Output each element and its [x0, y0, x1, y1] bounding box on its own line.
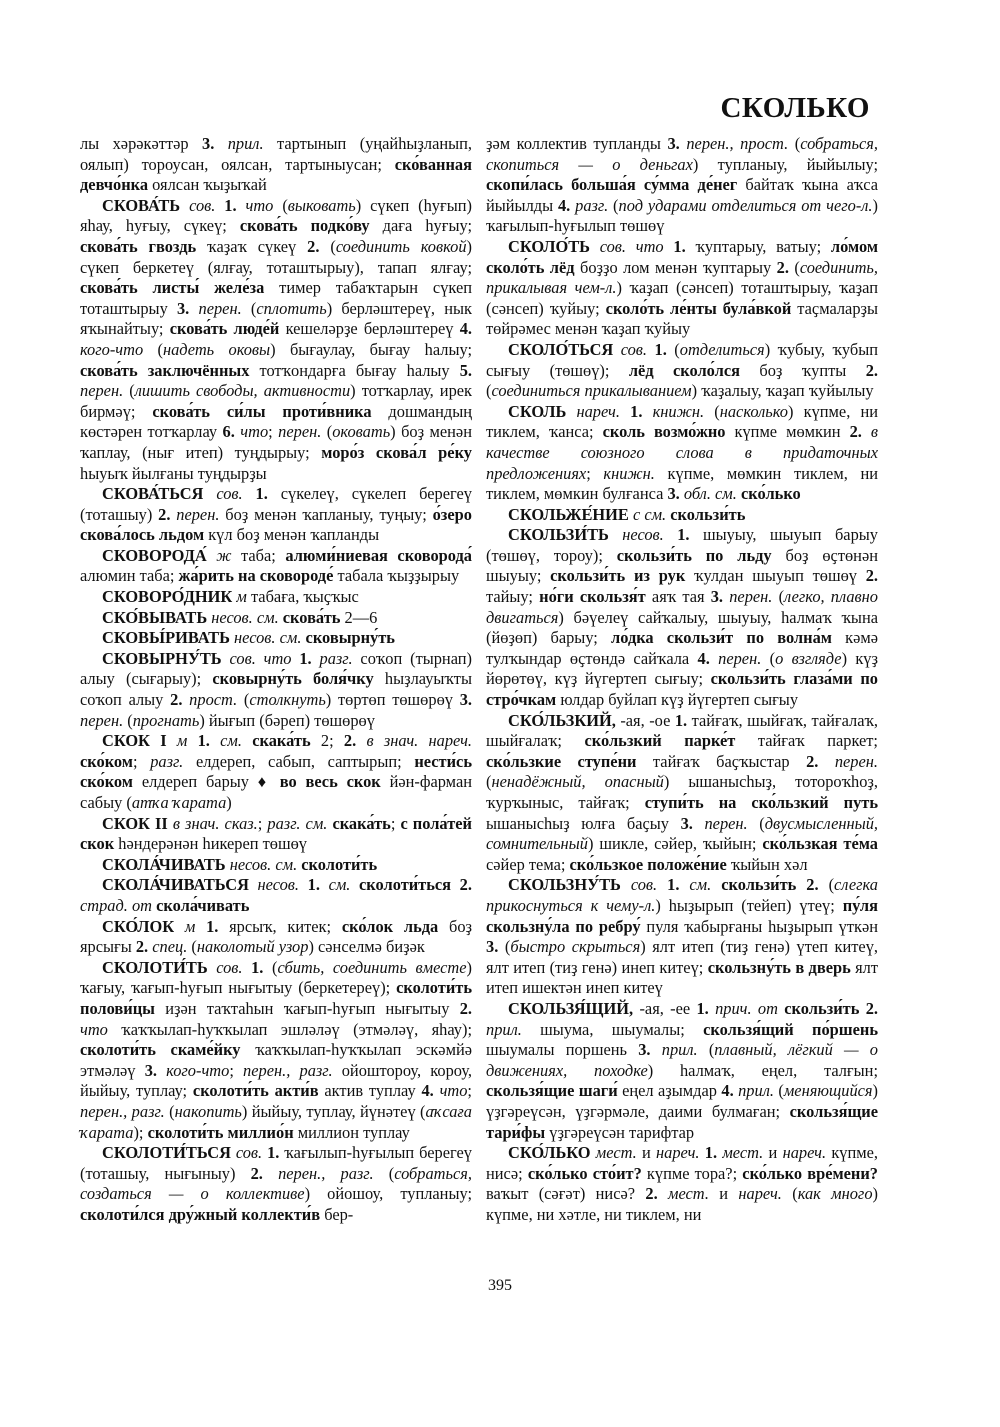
entry-skovyrivat: СКОВЫ́РИВАТЬ несов. см. сковырну́ть — [102, 628, 395, 648]
right-column — [486, 134, 878, 1225]
entry-skolok: СКО́ЛОК м 1. ярсыҡ, китек; ско́лок льда боҙ ярсығы 2. спец. (наколотый узор) сәнселмә биҙәк — [80, 916, 472, 957]
entry-skovyvat: СКО́ВЫВАТЬ несов. см. скова́ть 2—6 — [102, 607, 378, 627]
entry-skolzyashchiy: СКОЛЬЗЯ́ЩИЙ, -ая, -ее 1. прич. от скользи́ть 2. прил. шыума, шыумалы; скользя́щий по́ршень шыумалы поршень 3. прил. (плавный, лёгкий — о движениях, походке) һалмаҡ, еңел, талғын; скользя́щие шаги́ еңел аҙымдар 4. прил. (меняющийся) үҙгәреүсән, үҙгәрмәле, даими булмаған; скользя́щие тари́фы үҙгәреүсән тарифтар — [486, 998, 878, 1142]
entry-skolachivat: СКОЛА́ЧИВАТЬ несов. см. сколоти́ть — [102, 854, 378, 874]
entry-skovorodnik: СКОВОРО́ДНИК м табаға, ҡыҫҡыс — [102, 587, 359, 607]
entry-continuation: ҙәм коллектив тупланды 3. перен., прост. (собраться, скопиться — о деньгах) тупланыу, йыйылыу; скопи́лась больша́я су́мма де́нег байтаҡ ҡына аҡса йыйылды 4. разг. (под ударами отделиться от чего-л.) ҡағылып-һуғылып төшөү — [486, 134, 878, 236]
entry-skovat: СКОВА́ТЬ сов. 1. что (выковать) сүкеп (һуғып) яһау, һуғыу, сүкеү; скова́ть подко́ву даға һуғыу; скова́ть гвоздь ҡаҙаҡ сүкеү 2. (соединить ковкой) сүкеп беркетеү (ялғау, тоташтырыу), тапап ялғау; скова́ть листы́ желе́за тимер табаҡтарын сүкеп тоташтырыу 3. перен. (сплотить) берләштереү, нык яҡынайтыу; скова́ть люде́й кешеләрҙе берләштереү 4. кого-что (надеть оковы) бығаулау, бығау һалыу; скова́ть заключённых тотҡондарға бығау һалыу 5. перен. (лишить свободы, активности) тотҡарлау, ирек бирмәү; скова́ть си́лы проти́вника дошмандың көстәрен тотҡарлау 6. что; перен. (оковать) боҙ менән ҡаплау, (нығ итеп) туңдырыу; моро́з скова́л ре́ку һыуыҡ йылғаны туңдырҙы — [80, 195, 473, 483]
entry-skovatsya: СКОВА́ТЬСЯ сов. 1. сүкелеү, сүкелеп берегеү (тоташыу) 2. перен. боҙ менән ҡапланыу, туңыу; о́зеро скова́лось льдом күл боҙ менән ҡапланды — [80, 484, 472, 545]
page-number: 395 — [488, 1277, 512, 1294]
left-column — [80, 134, 472, 1225]
entry-skolot: СКОЛО́ТЬ сов. что 1. ҡуптарыу, ватыу; ло́мом сколо́ть лёд боҙҙо лом менән ҡуптарыу 2. (соединить, прикалывая чем-л.) ҡаҙап (сәнсеп) тоташтырыу, ҡаҙап (сәнсеп) ҡуйыу; сколо́ть ле́нты була́вкой таҫмаларҙы төйрәмес менән ҡаҙап ҡуйыу — [486, 236, 879, 339]
entry-skolznut: СКОЛЬЗНУ́ТЬ сов. 1. см. скользи́ть 2. (слегка прикоснуться к чему-л.) һыҙырып (тейеп) үтеү; пу́ля скользну́ла по ребру́ пуля ҡабырғаны һыҙырып үткән 3. (быстро скрыться) ялт итеп (тиҙ генә) үтеп китеү, ялт итеп (тиҙ генә) инеп китеү; скользну́ть в дверь ялт итеп ишектән инеп китеү — [486, 875, 879, 998]
entry-skolzkiy: СКО́ЛЬЗКИЙ, -ая, -ое 1. тайғаҡ, шыйғаҡ, тайғалаҡ, шыйғалаҡ; ско́льзкий парке́т тайғаҡ паркет; ско́льзкие ступе́ни тайғаҡ баҫҡыстар 2. перен. (ненадёжный, опасный) ышаныcһыҙ, тотороҡһоҙ, ҡурҡыныс, тайғаҡ; ступи́ть на ско́льзкий путь ышаныcһыҙ юлға баҫыу 3. перен. (двусмысленный, сомнительный) шикле, сәйер, ҡыйын; ско́льзкая те́ма сәйер тема; ско́льзкое положе́ние ҡыйын хәл — [486, 710, 879, 874]
running-head: СКОЛЬКО — [720, 92, 870, 124]
entry-continuation: лы хәрәкәттәр 3. прил. тартынып (уңайһыҙланып, оялып) тороусан, оялсан, тартыныусан; ско́ванная девчо́нка оялсан ҡыҙыҡай — [80, 134, 472, 195]
entry-skovoroda: СКОВОРОДА́ ж таба; алюми́ниевая сковорода́ алюмин таба; жа́рить на сковороде́ табала ҡыҙҙырыу — [80, 545, 472, 586]
entry-skolachivatsya: СКОЛА́ЧИВАТЬСЯ несов. 1. см. сколоти́ться 2. страд. от скола́чивать — [80, 875, 472, 915]
entry-skolzit: СКОЛЬЗИ́ТЬ несов. 1. шыуыу, шыуып барыу (төшөү, тороу); скользи́ть по льду боҙ өҫтөнән шыуыу; скользи́ть из рук ҡулдан шыуып төшөү 2. тайыу; но́ги скользя́т аяҡ тая 3. перен. (легко, плавно двигаться) бәүелеү сайҡалыу, шыуыу, һалмаҡ ҡына (йөҙөп) барыу; ло́дка скользи́т по волна́м кәмә тулҡындар өҫтөндә сайҡала 4. перен. (о взгляде) күҙ йөрөтөү, күҙ йүгертеп сығыу; скользи́ть глаза́ми по стро́чкам юлдар буйлап күҙ йүгертеп сығыу — [486, 525, 879, 710]
entry-skol: СКОЛЬ нареч. 1. книжн. (насколько) күпме, ни тиклем, ҡанса; сколь возмо́жно күпме мөмкин 2. в качестве союзного слова в придаточных предложениях; книжн. күпме, мөмкин тиклем, ни тиклем, мөмкин булғанса 3. обл. см. ско́лько — [486, 401, 878, 504]
entry-skolotit: СКОЛОТИ́ТЬ сов. 1. (сбить, соединить вместе) ҡағыу, ҡағып-һуғып нығытыу (беркетереү); сколоти́ть полови́цы иҙән таҡтаһын ҡағып-һуғып нығытыу 2. что ҡаҡҡылап-һуҡҡылап эшләләү (этмәләү, яһау); сколоти́ть скаме́йку ҡаҡҡылап-һуҡҡылап эскәмйә этмәләү 3. кого-что; перен., разг. ойоштороу, короу, йыйыу, туплау; сколоти́ть акти́в актив туплау 4. что; перен., разг. (накопить) йыйыу, туплау, йүнәтеү (аҡсаға ҡарата); сколоти́ть миллио́н миллион туплау — [80, 957, 473, 1142]
entry-skolotitsya: СКОЛОТИ́ТЬСЯ сов. 1. ҡағылып-һуғылып берегеү (тоташыу, нығыныу) 2. перен., разг. (собраться, создаться — о коллективе) ойошоу, тупланыу; сколоти́лся дру́жный коллекти́в бер- — [80, 1143, 473, 1224]
entry-skolko: СКО́ЛЬКО мест. и нареч. 1. мест. и нареч. күпме, нисә; ско́лько сто́ит? күпме тора?; ско́лько вре́мени? ваҡыт (сәғәт) нисә? 2. мест. и нареч. (как много) күпме, ни хәтле, ни тиклем, ни — [486, 1143, 878, 1224]
entry-skovyrnut: СКОВЫРНУ́ТЬ сов. что 1. разг. соҡоп (тырнап) алыу (сығарыу); сковырну́ть боля́чку һыҙлауыҡты соҡоп алыу 2. прост. (столкнуть) төртөп төшөрөү 3. перен. (прогнать) йығып (бәреп) төшөрөү — [80, 648, 472, 730]
entry-skolotsya: СКОЛО́ТЬСЯ сов. 1. (отделиться) ҡубыу, ҡубып сығыу (төшөү); лёд сколо́лся боҙ ҡупты 2. (соединиться прикалыванием) ҡаҙалыу, ҡаҙап ҡуйылыу — [486, 339, 879, 401]
entry-skok-2: СКОК II в знач. сказ.; разг. см. скака́ть; с пола́тей скок һәндерәнән һикереп төшөү — [80, 813, 472, 854]
entry-skolzhenie: СКОЛЬЖЕ́НИЕ с см. скользи́ть — [508, 504, 746, 524]
entry-skok-1: СКОК I м 1. см. скака́ть 2; 2. в знач. нареч. ско́ком; разг. елдереп, сабып, саптырып; нести́сь ско́ком елдереп барыу ♦ во весь скок йән-фарман сабыу (атҡа ҡарата) — [80, 731, 472, 812]
